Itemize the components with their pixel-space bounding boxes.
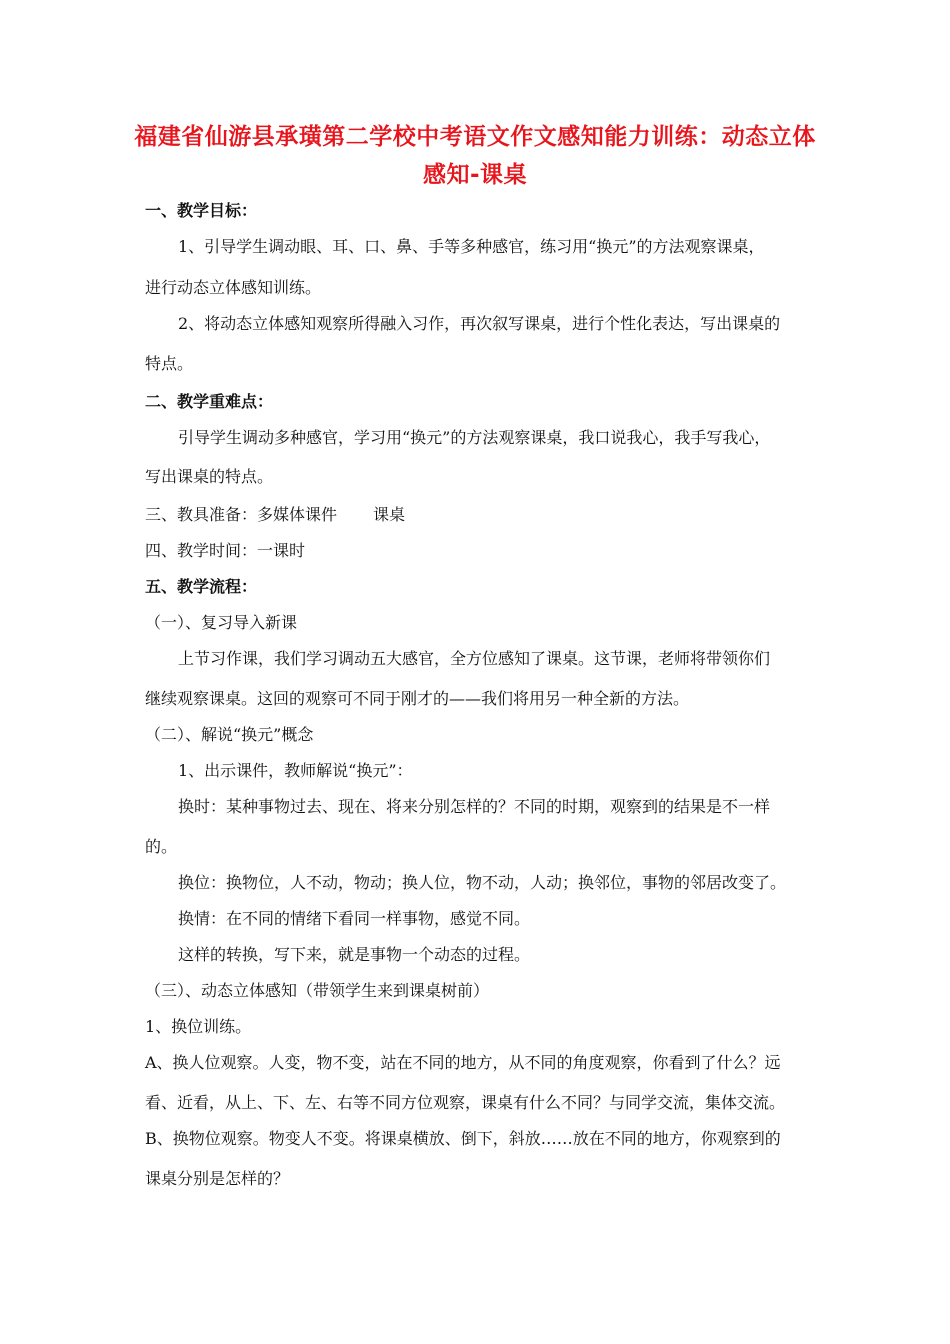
section-teaching-time: 四、教学时间：一课时	[145, 541, 306, 560]
key-points-line-2: 写出课桌的特点。	[145, 467, 274, 486]
step-2-change-time-line-2: 的。	[145, 837, 178, 856]
section-heading-goals: 一、教学目标：	[145, 201, 258, 220]
step-2-summary: 这样的转换，写下来，就是事物一个动态的过程。	[178, 945, 531, 964]
section-teaching-aids	[145, 505, 815, 525]
step-3-item-1: 1、换位训练。	[145, 1017, 252, 1036]
section-heading-process: 五、教学流程：	[145, 577, 258, 596]
step-3-item-b-line-1: B、换物位观察。物变人不变。将课桌横放、倒下，斜放……放在不同的地方，你观察到的	[145, 1129, 781, 1148]
goal-2-line-1: 2、将动态立体感知观察所得融入习作，再次叙写课桌，进行个性化表达，写出课桌的	[178, 314, 781, 333]
step-2-item-1: 1、出示课件，教师解说“换元”：	[178, 761, 413, 780]
step-1-line-2: 继续观察课桌。这回的观察可不同于刚才的——我们将用另一种全新的方法。	[145, 689, 690, 708]
step-3-item-a-line-2: 看、近看，从上、下、左、右等不同方位观察，课桌有什么不同？与同学交流，集体交流。	[145, 1093, 786, 1112]
goal-2-line-2: 特点。	[145, 354, 194, 373]
step-2-change-position: 换位：换物位，人不动，物动；换人位，物不动，人动；换邻位，事物的邻居改变了。	[178, 873, 787, 892]
step-3-item-b-line-2: 课桌分别是怎样的？	[145, 1169, 290, 1188]
step-2-heading: （二）、解说“换元”概念	[145, 725, 314, 744]
goal-1-line-1: 1、引导学生调动眼、耳、口、鼻、手等多种感官，练习用“换元”的方法观察课桌，	[178, 237, 765, 256]
section-heading-key-points: 二、教学重难点：	[145, 392, 274, 411]
step-2-change-emotion: 换情：在不同的情绪下看同一样事物，感觉不同。	[178, 909, 531, 928]
teaching-aids-item: 课桌	[373, 505, 406, 524]
title-line-1: 福建省仙游县承璜第二学校中考语文作文感知能力训练：动态立体	[134, 124, 816, 150]
key-points-line-1: 引导学生调动多种感官，学习用“换元”的方法观察课桌，我口说我心，我手写我心，	[178, 428, 771, 447]
title-line-2: 感知-课桌	[422, 162, 528, 188]
step-3-heading: （三）、动态立体感知（带领学生来到课桌树前）	[145, 981, 490, 1000]
step-2-change-time-line-1: 换时：某种事物过去、现在、将来分别怎样的？不同的时期，观察到的结果是不一样	[178, 797, 771, 816]
teaching-aids-label: 三、教具准备：多媒体课件	[145, 505, 338, 524]
step-1-heading: （一）、复习导入新课	[145, 613, 298, 632]
goal-1-line-2: 进行动态立体感知训练。	[145, 278, 322, 297]
step-3-item-a-line-1: A、换人位观察。人变，物不变，站在不同的地方，从不同的角度观察，你看到了什么？远	[145, 1053, 781, 1072]
step-1-line-1: 上节习作课，我们学习调动五大感官，全方位感知了课桌。这节课，老师将带领你们	[178, 649, 771, 668]
document-title	[120, 118, 830, 194]
